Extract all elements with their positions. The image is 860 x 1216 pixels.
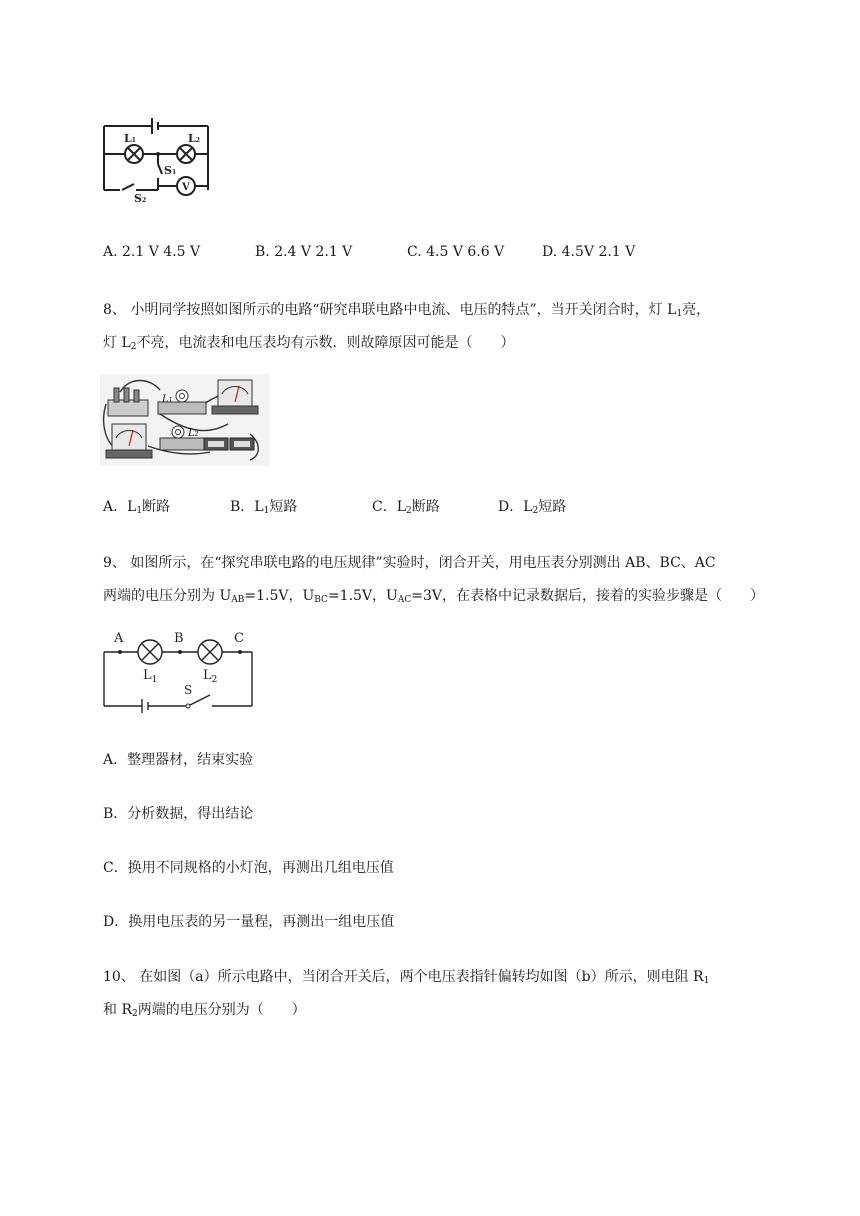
- q8-option-c[interactable]: C．$L_2$断路: [372, 499, 440, 516]
- svg-text:L2: $L_2$: [203, 668, 218, 685]
- q8-option-d[interactable]: D．$L_2$短路: [498, 499, 567, 516]
- q8-l1-label: L: [162, 394, 169, 405]
- q9-stem-line-2: 两端的电压分别为 $U_{AB}=1.5V$，$U_{BC}=1.5V$，$U_{AC}=3V$，在表格中记录数据后，接着的实验步骤是（ ）: [103, 588, 764, 605]
- q8-option-a[interactable]: A．$L_1$断路: [103, 499, 171, 516]
- svg-text:S1: S1: [164, 164, 177, 177]
- q9-circuit-figure: [100, 628, 256, 714]
- q8-stem-line-1: 8、 小明同学按照如图所示的电路“研究串联电路中电流、电压的特点”，当开关闭合时，灯 $L_1$亮，: [103, 302, 711, 319]
- q10-stem-line-2: 和 $R_2$两端的电压分别为（ ）: [103, 1002, 306, 1019]
- q9-point-b-label: B: [174, 631, 184, 646]
- q7-option-c[interactable]: C. 4.5 V 6.6 V: [407, 244, 505, 260]
- q10-stem-line-1: 10、 在如图（a）所示电路中，当闭合开关后，两个电压表指针偏转均如图（b）所示，则电阻 $R_1$: [103, 969, 710, 986]
- q9-switch-label: S: [184, 683, 193, 697]
- q8-option-b[interactable]: B．$L_1$短路: [230, 499, 298, 516]
- q9-option-b[interactable]: B．分析数据，得出结论: [103, 806, 254, 822]
- q7-s2-label: S: [134, 192, 142, 204]
- svg-text:S2: S2: [134, 192, 147, 204]
- q9-option-d[interactable]: D．换用电压表的另一量程，再测出一组电压值: [103, 914, 395, 930]
- q9-point-a-label: A: [114, 631, 124, 646]
- q9-l1-label: L: [143, 668, 152, 683]
- q7-option-a[interactable]: A. 2.1 V 4.5 V: [103, 244, 201, 260]
- q8-stem-line-2: 灯 $L_2$不亮，电流表和电压表均有示数．则故障原因可能是（ ）: [103, 335, 515, 352]
- q9-l2-label: L: [203, 668, 212, 683]
- q8-apparatus-figure: [100, 374, 270, 466]
- q7-circuit-figure: [100, 112, 215, 204]
- q9-option-a[interactable]: A．整理器材，结束实验: [103, 752, 254, 768]
- q9-number: 9、: [103, 555, 126, 571]
- q7-option-d[interactable]: D. 4.5V 2.1 V: [542, 244, 636, 260]
- svg-text:L2: L2: [188, 428, 199, 439]
- q8-number: 8、: [103, 302, 126, 318]
- q7-l2-label: L: [188, 132, 196, 145]
- svg-text:L1: L1: [162, 394, 173, 405]
- q9-point-c-label: C: [234, 631, 244, 646]
- q7-voltmeter-label: V: [182, 182, 190, 193]
- q9-stem-line-1: 9、 如图所示，在“探究串联电路的电压规律”实验时，闭合开关，用电压表分别测出 AB、BC、AC: [103, 555, 716, 571]
- q7-l1-label: L: [124, 132, 132, 145]
- q7-option-b[interactable]: B. 2.4 V 2.1 V: [255, 244, 353, 260]
- q7-s1-label: S: [164, 164, 172, 177]
- q10-number: 10、: [103, 969, 135, 985]
- svg-text:L1: L1: [124, 132, 136, 145]
- svg-text:L2: L2: [188, 132, 200, 145]
- svg-text:L1: $L_1$: [143, 668, 158, 685]
- q8-l2-label: L: [188, 428, 195, 439]
- q9-option-c[interactable]: C．换用不同规格的小灯泡，再测出几组电压值: [103, 860, 394, 876]
